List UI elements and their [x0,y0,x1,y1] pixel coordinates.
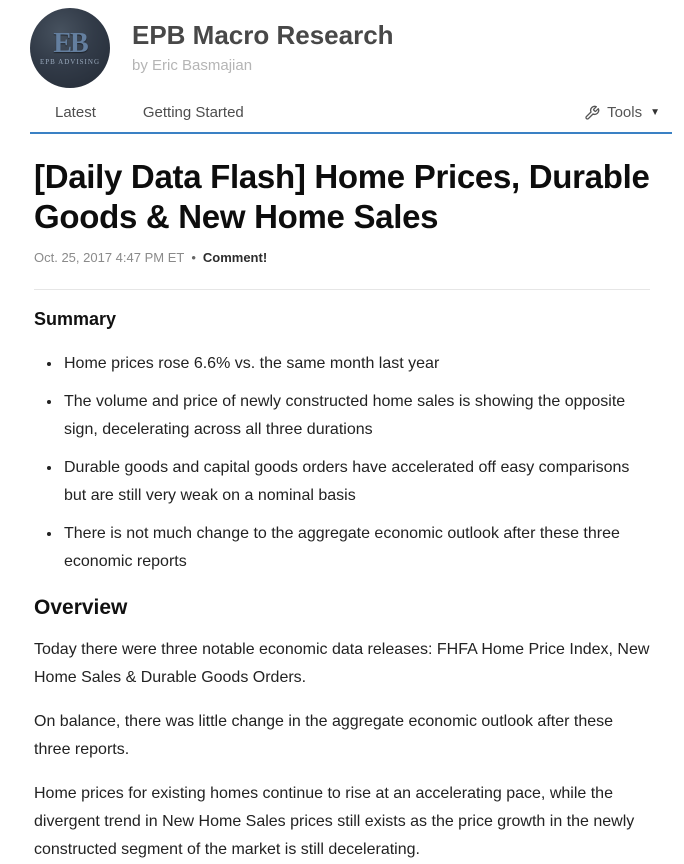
summary-heading: Summary [34,309,117,329]
summary-bullet: • There is not much change to the aggregate economic outlook after these three economic reports [62,520,650,576]
summary-bullet: • Home prices rose 6.6% vs. the same month last year [62,350,650,378]
overview-paragraph: On balance, there was little change in the aggregate economic outlook after these three reports. [34,713,614,758]
comment-link[interactable]: Comment! [202,250,268,265]
summary-bullet: • Durable goods and capital goods orders have accelerated off easy comparisons but are still very weak on a nominal basis [62,454,650,510]
meta-separator: • [191,250,196,265]
tools-menu-button[interactable] [584,104,660,121]
wrench-icon [584,105,607,121]
tools-label: Tools [607,104,643,121]
caret-down-icon: ▼ [650,107,660,118]
article-title: [Daily Data Flash] Home Prices, Durable Goods & New Home Sales [34,158,650,235]
logo-label: EPB ADVISING [39,57,101,66]
meta-divider [34,289,650,290]
summary-bullet: • The volume and price of newly constructed home sales is showing the opposite sign, decelerating across all three durations [62,388,650,444]
publisher-logo[interactable] [30,8,110,88]
overview-paragraph: Today there were three notable economic data releases: FHFA Home Price Index, New Home Sales & Durable Goods Orders. [34,641,650,686]
summary-list [34,350,650,576]
overview-paragraph: Home prices for existing homes continue to rise at an accelerating pace, while the divergent trend in New Home Sales prices still exists as the price growth in the newly constructed segment of the market is still decelerating. [34,785,635,858]
publication-title[interactable]: EPB Macro Research [132,20,394,50]
article-date: Oct. 25, 2017 4:47 PM ET [34,250,185,265]
publication-nav [30,88,672,134]
publication-header [0,0,684,88]
nav-item-latest[interactable]: Latest [55,104,96,121]
overview-heading: Overview [34,596,128,619]
publication-identity [132,20,394,74]
publication-byline: by Eric Basmajian [132,57,253,74]
article-body [0,157,684,864]
logo-monogram: EB [53,27,87,59]
article-meta [34,250,650,265]
nav-item-getting-started[interactable]: Getting Started [142,104,244,121]
